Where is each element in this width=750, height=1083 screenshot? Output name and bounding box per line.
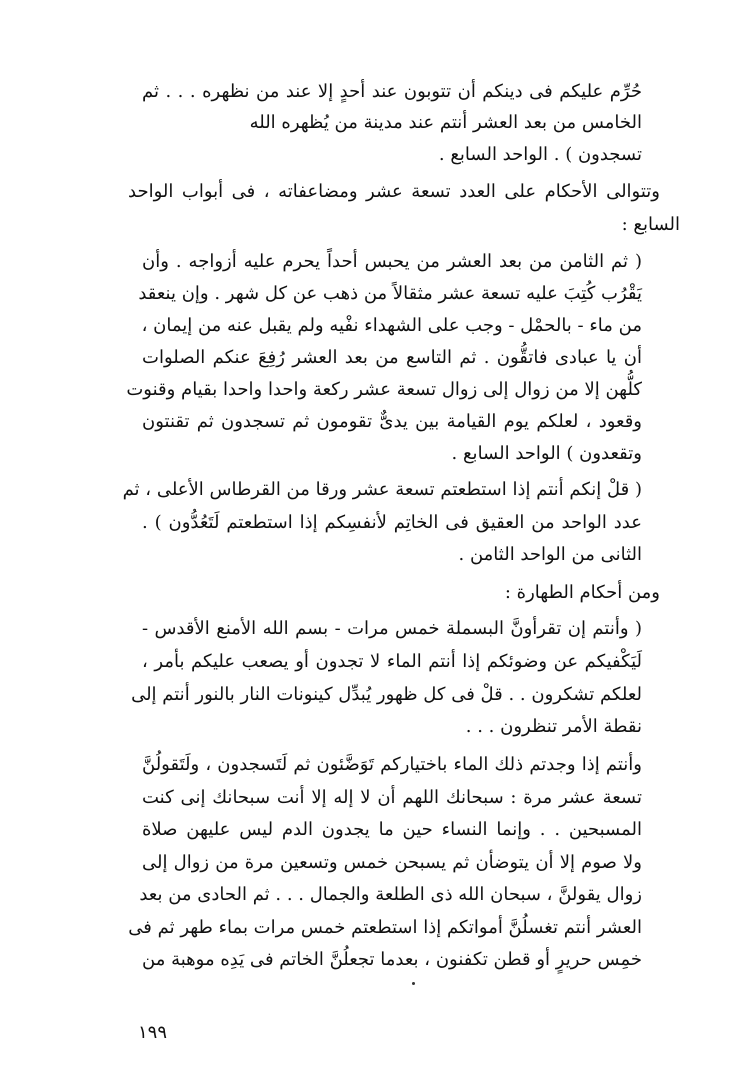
text-line: زوال يقولنَّ ، سبحان الله ذى الطلعة والجمال . . . ثم الحادى من بعد: [139, 884, 642, 905]
text-line: الثانى من الواحد الثامن .: [458, 544, 642, 565]
section-heading: ومن أحكام الطهارة :: [504, 582, 660, 603]
text-line: نقطة الأمر تنظرون . . .: [465, 716, 642, 737]
text-line: ( وأنتم إن تقرأونَّ البسملة خمس مرات - بسم الله الأمنع الأقدس -: [142, 618, 642, 639]
text-line: ( ثم الثامن من بعد العشر من يحبس أحداً يحرم عليه أزواجه . وأن: [142, 251, 642, 272]
text-line: ( قلْ إنكم أنتم إذا استطعتم تسعة عشر ورقا من القرطاس الأعلى ، ثم: [122, 479, 642, 500]
text-line: تسجدون ) . الواحد السابع .: [438, 144, 642, 165]
text-line: من ماء - بالحمْل - وجب على الشهداء نفْيه ولم يقبل عنه من إيمان ،: [141, 315, 642, 336]
ink-speck: [412, 982, 415, 985]
text-line: عدد الواحد من العقيق فى الخاتِم لأنفسِكم إذا استطعتم لَتَعُدُّون ) .: [142, 512, 642, 533]
text-line: ولا صوم إلا أن يتوضأن ثم يسبحن خمس وتسعين مرة من زوال إلى: [142, 852, 642, 873]
text-line: لعلكم تشكرون . . قلْ فى كل ظهور يُبدِّل كينونات النار بالنور أنتم إلى: [131, 684, 642, 705]
text-line: كلُّهن إلا من زوال إلى زوال تسعة عشر ركعة واحدا واحدا بقيام وقنوت: [126, 379, 642, 400]
text-line: السابع :: [621, 214, 680, 235]
page-number: ١٩٩: [138, 1022, 168, 1043]
text-line: لَيَكْفيكم عن وضوئكم إذا أنتم الماء لا تجدون أو يصعب عليكم بأمر ،: [142, 651, 642, 672]
text-line: وقعود ، لعلكم يوم القيامة بين يدىٌّ تقومون ثم تسجدون ثم تقنتون: [142, 411, 642, 432]
text-line: الخامس من بعد العشر أنتم عند مدينة من يُظهره الله: [249, 112, 642, 133]
text-line: وتقعدون ) الواحد السابع .: [451, 443, 642, 464]
text-line: أن يا عبادى فاتقُّون . ثم التاسع من بعد العشر رُفِعَ عنكم الصلوات: [142, 347, 642, 368]
text-line: المسبحين . . وإنما النساء حين ما يجدون الدم ليس عليهن صلاة: [142, 819, 642, 840]
text-line: وأنتم إذا وجدتم ذلك الماء باختياركم تَوَضَّئون ثم لَتَسجدون ، ولَتَقولُنَّ: [142, 754, 642, 775]
text-line: وتتوالى الأحكام على العدد تسعة عشر ومضاعفاته ، فى أبواب الواحد: [128, 181, 660, 202]
text-line: حُرِّم عليكم فى دينكم أن تتوبون عند أحدٍ إلا عند من نظهره . . . ثم: [142, 81, 642, 102]
text-line: يَقْرُب كُتِبَ عليه تسعة عشر مثقالاً من ذهب عن كل شهر . وإن ينعقد: [138, 283, 642, 304]
text-line: خمِس حريرٍ أو قطن تكفنون ، بعدما تجعلُنَّ الخاتم فى يَدِه موهبة من: [142, 949, 642, 970]
text-line: تسعة عشر مرة : سبحانك اللهم أن لا إله إلا أنت سبحانك إنى كنت: [142, 787, 642, 808]
text-line: العشر أنتم تغسلُنَّ أمواتكم إذا استطعتم خمس مرات بماء طهر ثم فى: [128, 917, 642, 938]
